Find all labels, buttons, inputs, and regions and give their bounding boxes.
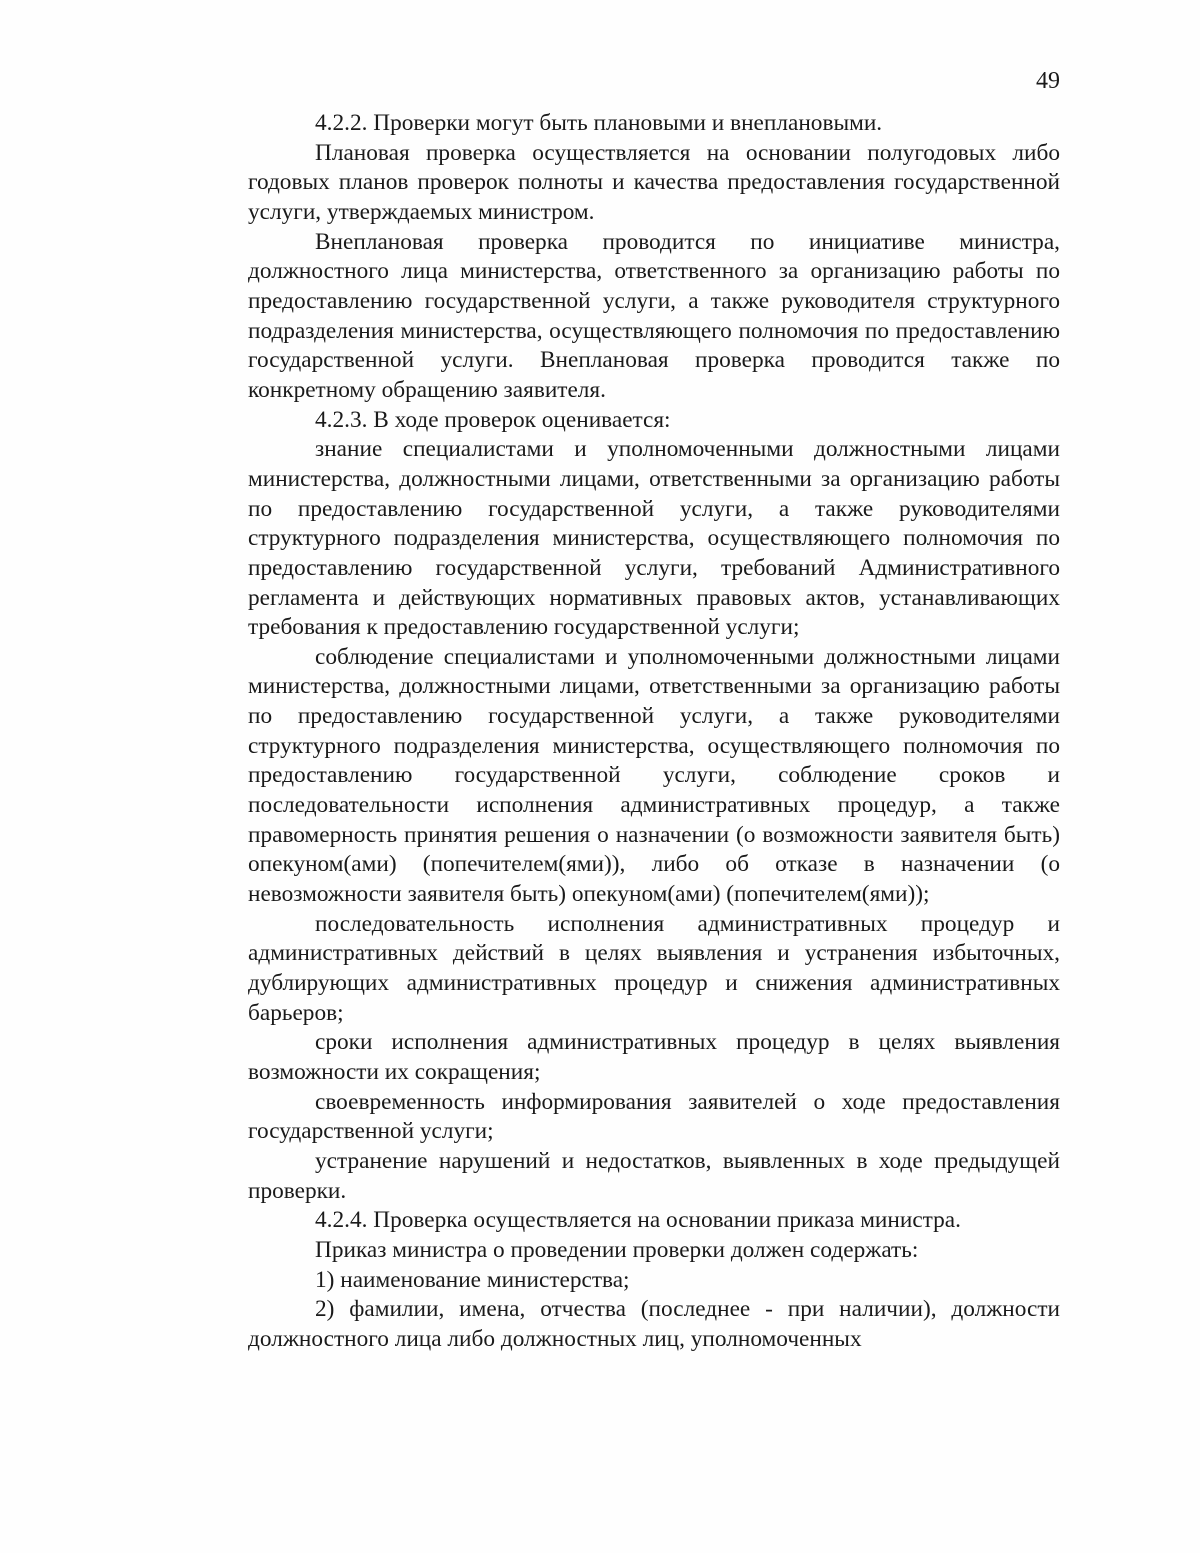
- paragraph-order-contents: Приказ министра о проведении проверки должен содержать:: [315, 1236, 919, 1263]
- document-body: [248, 109, 1060, 1355]
- paragraph-unplanned-inspection: Внеплановая проверка проводится по инициативе министра, должностного лица министерства, ответственного за организацию работы по предоставлению государственной услуги, а также руководителя структурного подразделения министерства, осуществляющего полномочия по предоставлению государственной услуги. Внеплановая проверка проводится также по конкретному обращению заявителя.: [248, 228, 1060, 403]
- paragraph-deadlines: сроки исполнения административных процедур в целях выявления возможности их сокращения;: [248, 1029, 1060, 1085]
- paragraph-timeliness: своевременность информирования заявителей о ходе предоставления государственной услуги;: [248, 1088, 1060, 1145]
- list-item-1: 1) наименование министерства;: [315, 1266, 630, 1293]
- paragraph-sequence: последовательность исполнения административных процедур и административных действий в целях выявления и устранения избыточных, дублирующих административных процедур и снижения административных барьеров;: [248, 910, 1060, 1026]
- paragraph-compliance: соблюдение специалистами и уполномоченными должностными лицами министерства, должностными лицами, ответственными за организацию работы по предоставлению государственной услуги, а также руководителями структурного подразделения министерства, осуществляющего полномочия по предоставлению государственной услуги, соблюдение сроков и последовательности исполнения административных процедур, а также правомерность принятия решения о назначении (о возможности заявителя быть) опекуном(ами) (попечителем(ями)), либо об отказе в назначении (о невозможности заявителя быть) опекуном(ами) (попечителем(ями));: [248, 643, 1060, 908]
- page-number: 49: [1036, 68, 1060, 94]
- paragraph-remediation: устранение нарушений и недостатков, выявленных в ходе предыдущей проверки.: [248, 1147, 1060, 1204]
- paragraph-4-2-4: 4.2.4. Проверка осуществляется на основании приказа министра.: [315, 1207, 961, 1234]
- list-item-2: 2) фамилии, имена, отчества (последнее - при наличии), должности должностного лица либо должностных лиц, уполномоченных: [248, 1296, 1060, 1352]
- paragraph-knowledge: знание специалистами и уполномоченными должностными лицами министерства, должностными лицами, ответственными за организацию работы по предоставлению государственной услуги, а также руководителями структурного подразделения министерства, осуществляющего полномочия по предоставлению государственной услуги, требований Административного регламента и действующих нормативных правовых актов, устанавливающих требования к предоставлению государственной услуги;: [248, 436, 1060, 641]
- paragraph-4-2-3: 4.2.3. В ходе проверок оценивается:: [315, 406, 671, 433]
- paragraph-planned-inspection: Плановая проверка осуществляется на основании полугодовых либо годовых планов проверок полноты и качества предоставления государственной услуги, утверждаемых министром.: [248, 139, 1060, 225]
- paragraph-4-2-2: 4.2.2. Проверки могут быть плановыми и внеплановыми.: [315, 110, 883, 136]
